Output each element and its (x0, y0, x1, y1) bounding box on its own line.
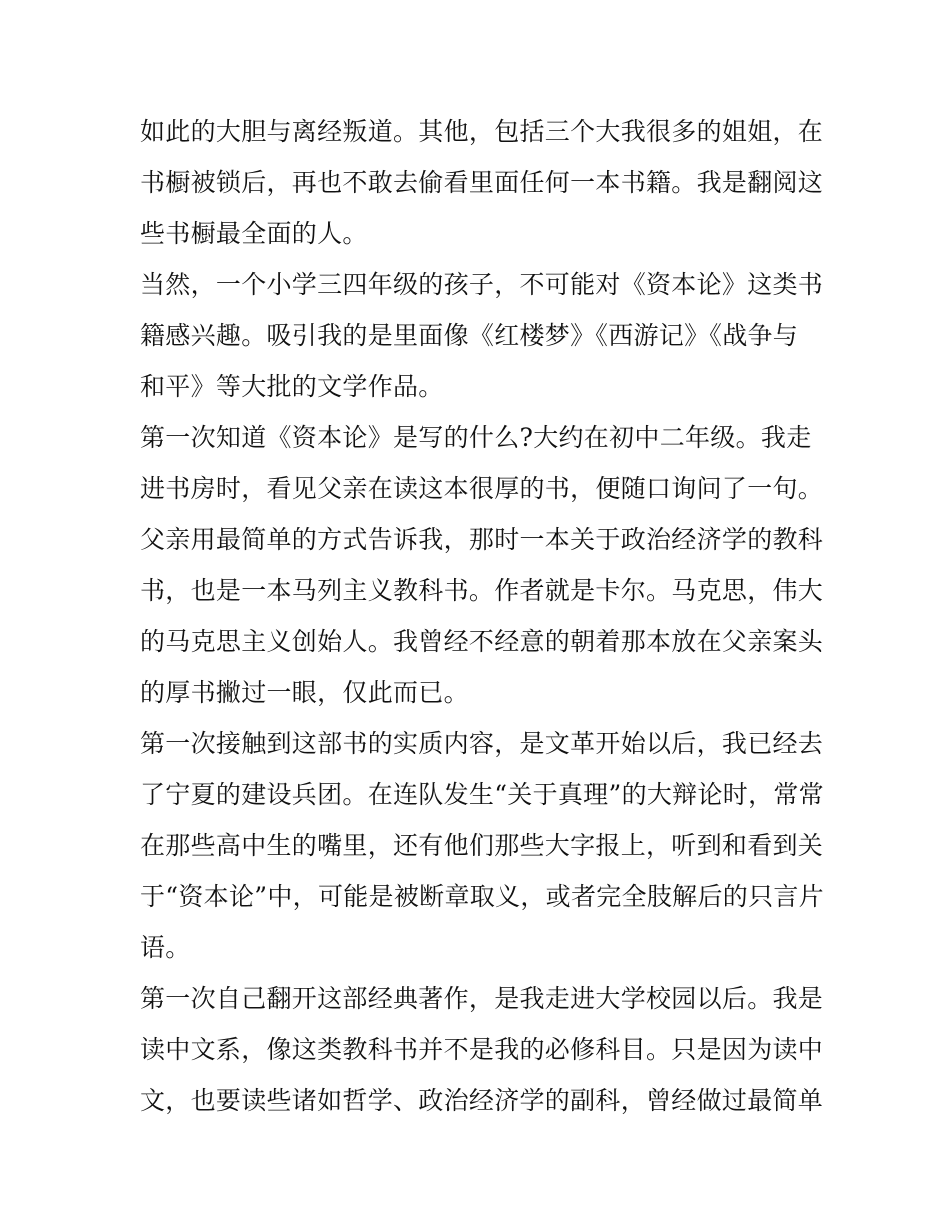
text-line: 读中文系，像这类教科书并不是我的必修科目。只是因为读中 (140, 1035, 824, 1064)
text-line: 的厚书撇过一眼，仅此而已。 (140, 678, 469, 707)
text-line: 进书房时，看见父亲在读这本很厚的书，便随口询问了一句。 (140, 474, 824, 503)
body-text (140, 106, 824, 1126)
text-line: 语。 (140, 933, 191, 962)
text-line: 第一次接触到这部书的实质内容，是文革开始以后，我已经去 (140, 729, 824, 758)
text-line: 第一次自己翻开这部经典著作，是我走进大学校园以后。我是 (140, 984, 824, 1013)
text-line: 于“资本论”中，可能是被断章取义，或者完全肢解后的只言片 (140, 882, 824, 911)
text-line: 书，也是一本马列主义教科书。作者就是卡尔。马克思，伟大 (140, 576, 824, 605)
text-line: 书橱被锁后，再也不敢去偷看里面任何一本书籍。我是翻阅这 (140, 168, 824, 197)
text-line: 和平》等大批的文学作品。 (140, 372, 444, 401)
text-line: 籍感兴趣。吸引我的是里面像《红楼梦》《西游记》《战争与 (140, 321, 799, 350)
text-line: 些书橱最全面的人。 (140, 219, 368, 248)
text-line: 当然，一个小学三四年级的孩子，不可能对《资本论》这类书 (140, 270, 824, 299)
text-line: 了宁夏的建设兵团。在连队发生“关于真理”的大辩论时，常常 (140, 780, 824, 809)
text-line: 第一次知道《资本论》是写的什么?大约在初中二年级。我走 (140, 423, 812, 452)
text-line: 的马克思主义创始人。我曾经不经意的朝着那本放在父亲案头 (140, 627, 824, 656)
text-line: 父亲用最简单的方式告诉我，那时一本关于政治经济学的教科 (140, 525, 824, 554)
text-line: 文，也要读些诸如哲学、政治经济学的副科，曾经做过最简单 (140, 1086, 824, 1115)
text-line: 在那些高中生的嘴里，还有他们那些大字报上，听到和看到关 (140, 831, 824, 860)
text-line: 如此的大胆与离经叛道。其他，包括三个大我很多的姐姐，在 (140, 117, 824, 146)
